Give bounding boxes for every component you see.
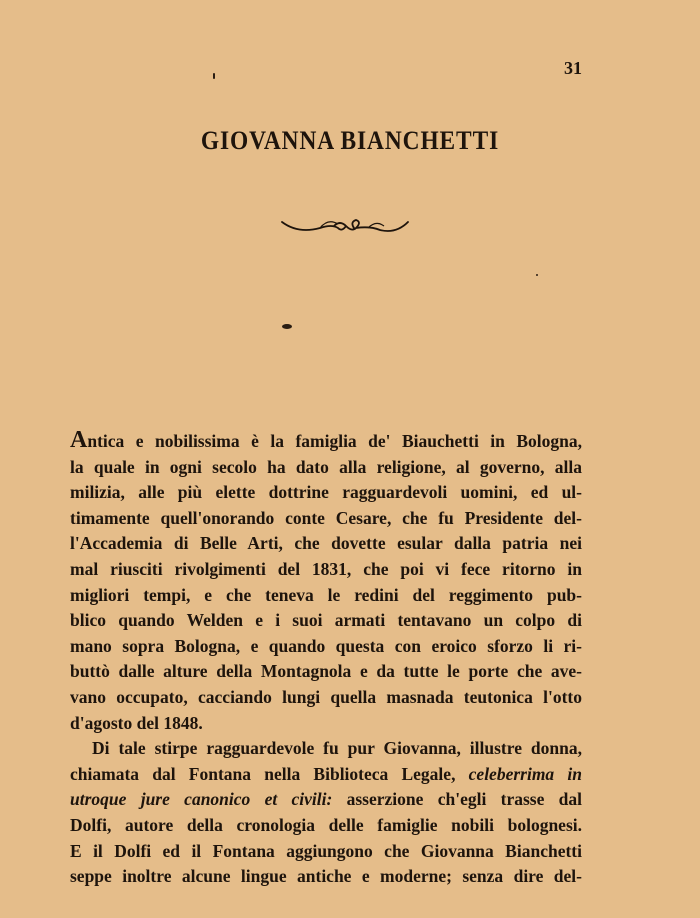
- paragraph-2: [70, 736, 582, 890]
- text-line: milizia, alle più elette dottrine ragguardevoli uomini, ed ul-: [70, 482, 582, 503]
- text-line: buttò dalle alture della Montagnola e da tutte le porte che ave-: [70, 661, 582, 682]
- text-line: Dolfi, autore della cronologia delle famiglie nobili bolognesi.: [70, 814, 582, 835]
- text-line: Antica e nobilissima è la famiglia de' Biauchetti in Bologna,: [70, 427, 582, 453]
- text-line: E il Dolfi ed il Fontana aggiungono che Giovanna Bianchetti: [70, 840, 582, 861]
- print-speck: [282, 324, 292, 329]
- text-line: mal riusciti rivolgimenti del 1831, che poi vi fece ritorno in: [70, 558, 582, 579]
- page-number: 31: [564, 58, 582, 78]
- text-line: migliori tempi, e che teneva le redini del reggimento pub-: [70, 584, 582, 605]
- latin-quote: celeberrima in: [468, 763, 582, 784]
- text-line: blico quando Welden e i suoi armati tentavano un colpo di: [70, 610, 582, 631]
- text-line: Di tale stirpe ragguardevole fu pur Giovanna, illustre donna,: [92, 738, 582, 759]
- text-line: timamente quell'onorando conte Cesare, che fu Presidente del-: [70, 507, 582, 528]
- text-line: vano occupato, cacciando lungi quella masnada teutonica l'otto: [70, 686, 582, 707]
- text-line: mano sopra Bologna, e quando questa con eroico sforzo li ri-: [70, 635, 582, 656]
- print-speck: [213, 73, 215, 79]
- text-line: seppe inoltre alcune lingue antiche e moderne; senza dire del-: [70, 866, 582, 887]
- text-line: la quale in ogni secolo ha dato alla religione, al governo, alla: [70, 456, 582, 477]
- latin-quote: utroque jure canonico et civili:: [70, 789, 333, 810]
- text-line: chiamata dal Fontana nella Biblioteca Legale, celeberrima in: [70, 763, 582, 784]
- page-title: GIOVANNA BIANCHETTI: [200, 126, 500, 155]
- paragraph-1: [70, 428, 582, 736]
- drop-cap: A: [70, 427, 88, 453]
- body-text: [70, 428, 582, 890]
- text-line: utroque jure canonico et civili: asserzione ch'egli trasse dal: [70, 789, 582, 810]
- ornament-divider-icon: [280, 214, 410, 236]
- text-line: d'agosto del 1848.: [70, 712, 203, 733]
- print-speck: [536, 274, 538, 276]
- text-line: l'Accademia di Belle Arti, che dovette esular dalla patria nei: [70, 533, 582, 554]
